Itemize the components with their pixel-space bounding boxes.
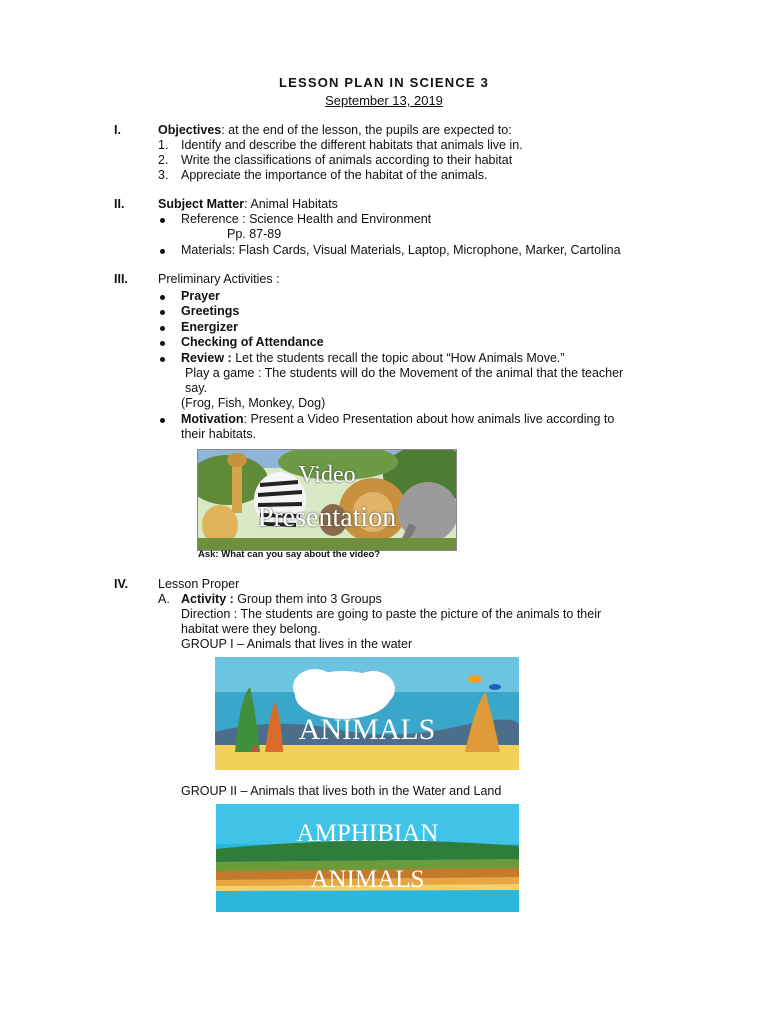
subject-matter-heading: Subject Matter: Animal Habitats [158, 197, 338, 211]
amphibian-title-word2: ANIMALS [310, 866, 425, 893]
activity-line: Activity : Group them into 3 Groups [181, 592, 382, 606]
materials-text: Materials: Flash Cards, Visual Materials, Laptop, Microphone, Marker, Cartolina [181, 243, 621, 257]
motivation-item: Motivation: Present a Video Presentation about how animals live according to [181, 412, 615, 426]
video-presentation-image [197, 449, 457, 551]
roman-numeral-4: IV. [114, 577, 129, 591]
game-line-3: (Frog, Fish, Monkey, Dog) [181, 396, 326, 410]
game-line-1: Play a game : The students will do the Movement of the animal that the teacher [185, 366, 624, 380]
objective-item-1: Identify and describe the different habitats that animals live in. [181, 138, 523, 152]
energizer-item: Energizer [181, 320, 238, 334]
video-caption: Ask: What can you say about the video? [198, 549, 381, 560]
greetings-item: Greetings [181, 304, 240, 318]
lesson-proper-heading: Lesson Proper [158, 577, 240, 591]
page-title: LESSON PLAN IN SCIENCE 3 [278, 75, 490, 90]
reference-pages: Pp. 87-89 [227, 227, 282, 241]
game-line-2: say. [185, 381, 207, 395]
direction-line-1: Direction : The students are going to paste the picture of the animals to their [181, 607, 602, 621]
objective-num-2: 2. [158, 153, 169, 167]
objectives-heading: Objectives: at the end of the lesson, the pupils are expected to: [158, 123, 512, 137]
bullet-icon [160, 249, 165, 254]
bullet-icon [160, 326, 165, 331]
bullet-icon [160, 218, 165, 223]
motivation-line-2: their habitats. [181, 427, 257, 441]
bullet-icon [160, 418, 165, 423]
group-2-label: GROUP II – Animals that lives both in the Water and Land [181, 784, 502, 798]
aquatic-animals-image [215, 657, 519, 770]
roman-numeral-3: III. [114, 272, 128, 286]
aquatic-title-word2: ANIMALS [298, 713, 436, 746]
preliminary-heading: Preliminary Activities : [158, 272, 280, 286]
activity-letter: A. [158, 592, 170, 606]
bullet-icon [160, 341, 165, 346]
review-item: Review : Let the students recall the topic about “How Animals Move.” [181, 351, 565, 365]
amphibian-title-word1: AMPHIBIAN [296, 820, 439, 847]
group-1-label: GROUP I – Animals that lives in the water [181, 637, 413, 651]
objective-num-3: 3. [158, 168, 169, 182]
objective-num-1: 1. [158, 138, 169, 152]
objective-item-3: Appreciate the importance of the habitat of the animals. [181, 168, 488, 182]
bullet-icon [160, 357, 165, 362]
aquatic-title-word1 [215, 675, 519, 707]
roman-numeral-2: II. [114, 197, 125, 211]
roman-numeral-1: I. [114, 123, 121, 137]
reference-text: Reference : Science Health and Environment [181, 212, 432, 226]
attendance-item: Checking of Attendance [181, 335, 324, 349]
lesson-date: September 13, 2019 [325, 93, 443, 108]
prayer-item: Prayer [181, 289, 220, 303]
video-title-word1: Video [298, 462, 356, 488]
bullet-icon [160, 310, 165, 315]
amphibian-animals-image [216, 804, 519, 912]
bullet-icon [160, 295, 165, 300]
video-title-word2: Presentation [257, 502, 397, 533]
direction-line-2: habitat were they belong. [181, 622, 321, 636]
objective-item-2: Write the classifications of animals according to their habitat [181, 153, 513, 167]
